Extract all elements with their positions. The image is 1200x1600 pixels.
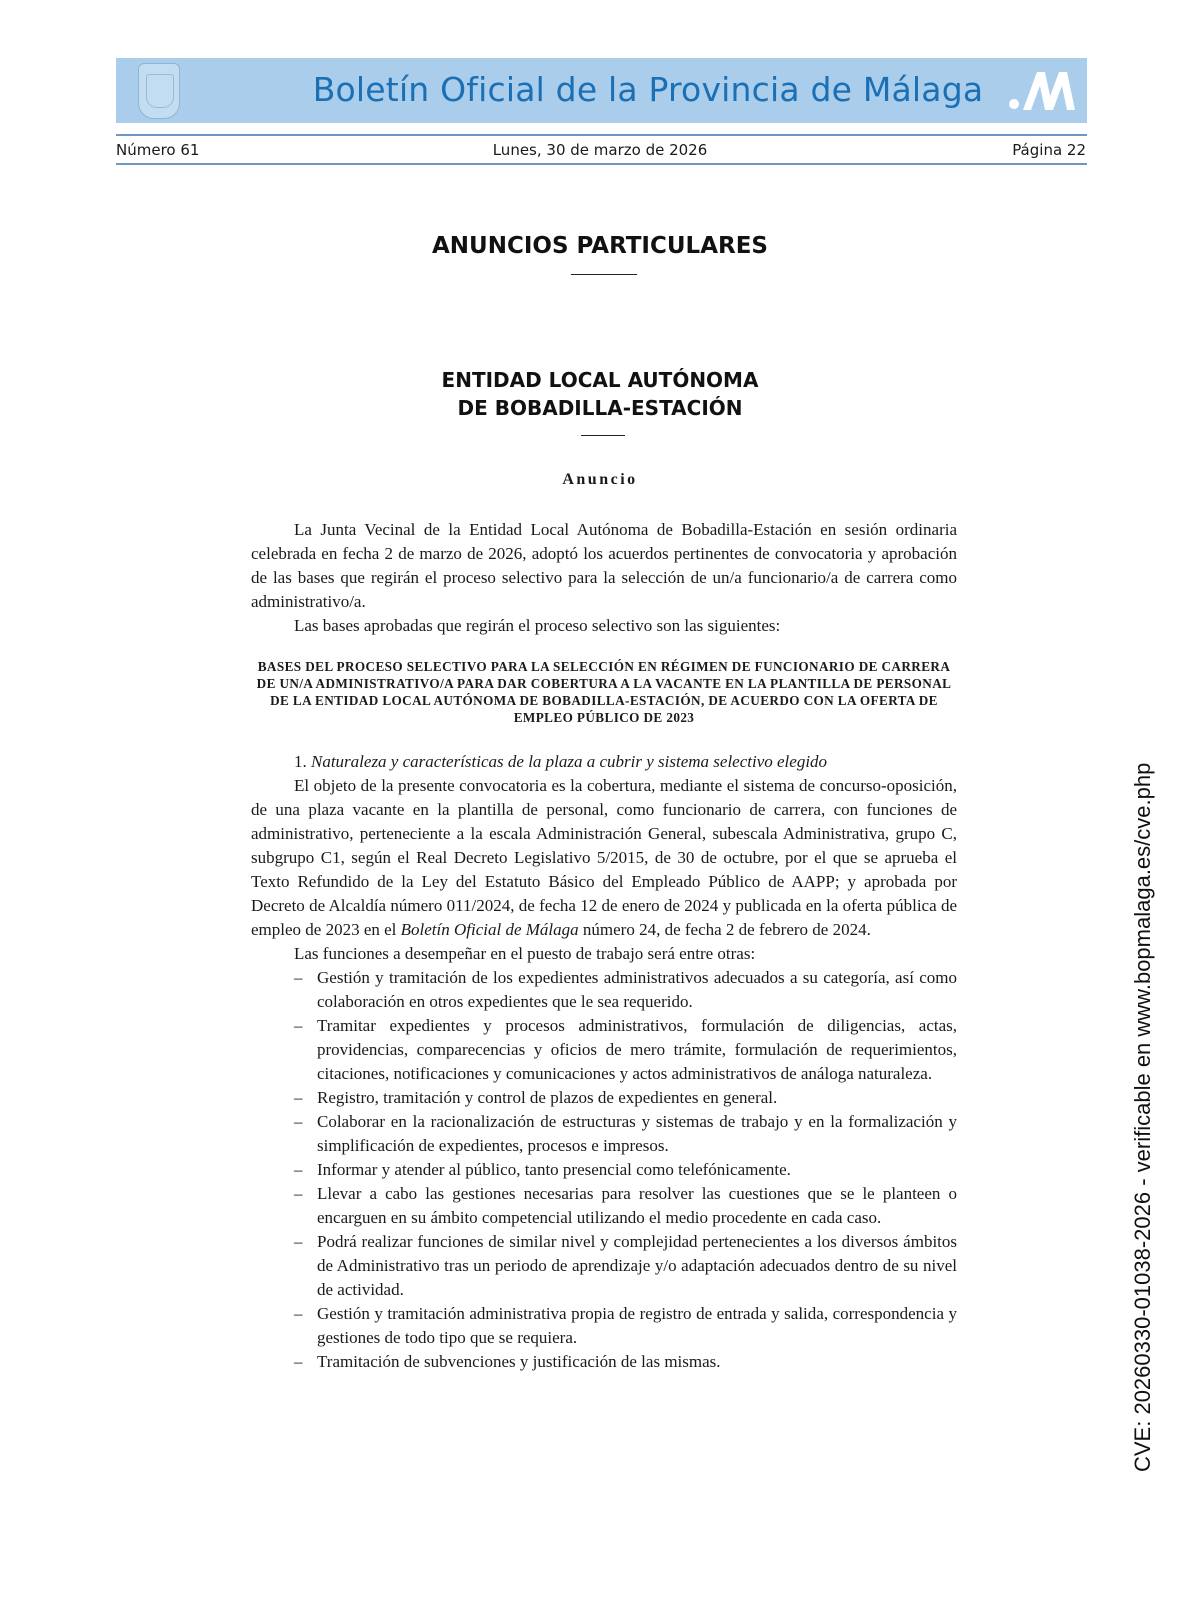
functions-intro: Las funciones a desempeñar en el puesto de trabajo será entre otras: [294, 944, 756, 963]
dash-bullet: – [294, 1088, 303, 1107]
dash-bullet: – [294, 1160, 303, 1179]
list-item-text: Tramitación de subvenciones y justificación de las mismas. [317, 1352, 721, 1371]
list-item-text: Tramitar expedientes y procesos administrativos, formulación de diligencias, actas, providencias, comparecencias y oficios de mero trámite, formulación de requerimientos, citaciones, notificaciones y comunicaciones y actos administrativos de análoga naturaleza. [317, 1016, 957, 1083]
bases-title: BASES DEL PROCESO SELECTIVO PARA LA SELECCIÓN EN RÉGIMEN DE FUNCIONARIO DE CARRERA DE UN/A ADMINISTRATIVO/A PARA DAR COBERTURA A LA VACANTE EN LA PLANTILLA DE PERSONAL DE LA ENTIDAD LOCAL AUTÓNOMA DE BOBADILLA-ESTACIÓN, DE ACUERDO CON LA OFERTA DE EMPLEO PÚBLICO DE 2023 [256, 659, 952, 725]
page-number: Página 22 [1012, 141, 1086, 159]
list-item-text: Registro, tramitación y control de plazos de expedientes en general. [317, 1088, 778, 1107]
bulletin-title: Boletín Oficial de la Provincia de Málaga [312, 70, 984, 109]
entity-name-line1: ENTIDAD LOCAL AUTÓNOMA [441, 368, 759, 392]
dash-bullet: – [294, 1112, 303, 1131]
entity-divider [581, 435, 625, 436]
header-rule-bottom [116, 163, 1087, 165]
dash-bullet: – [294, 968, 303, 987]
dash-bullet: – [294, 1184, 303, 1203]
list-item-text: Podrá realizar funciones de similar nivel y complejidad pertenecientes a los diversos ámbitos de Administrativo tras un periodo de aprendizaje y/o adaptación adecuados dentro de su nivel de actividad. [317, 1232, 957, 1299]
coat-of-arms-icon [138, 63, 180, 119]
header-rule-top [116, 134, 1087, 136]
dash-bullet: – [294, 1232, 303, 1251]
section-1-title: Naturaleza y características de la plaza a cubrir y sistema selectivo elegido [311, 752, 828, 771]
section-1-text-end: número 24, de fecha 2 de febrero de 2024. [582, 920, 871, 939]
issue-date: Lunes, 30 de marzo de 2026 [492, 141, 708, 159]
intro-paragraph-2: Las bases aprobadas que regirán el proceso selectivo son las siguientes: [294, 616, 781, 635]
announcement-body [251, 518, 957, 1374]
list-item [251, 1014, 957, 1086]
list-item [251, 1158, 957, 1182]
intro-paragraph: La Junta Vecinal de la Entidad Local Autónoma de Bobadilla-Estación en sesión ordinaria celebrada en fecha 2 de marzo de 2026, adoptó los acuerdos pertinentes de convocatoria y aprobación de las bases que regirán el proceso selectivo para la selección de un/a funcionario/a de carrera como administrativo/a. [251, 520, 957, 611]
list-item [251, 1110, 957, 1158]
list-item-text: Colaborar en la racionalización de estructuras y sistemas de trabajo y en la formalización y simplificación de expedientes, procesos e impresos. [317, 1112, 957, 1155]
section-divider [571, 274, 637, 275]
cve-verification-link[interactable]: CVE: 20260330-01038-2026 - verificable en www.bopmalaga.es/cve.php [1130, 762, 1155, 1472]
list-item-text: Informar y atender al público, tanto presencial como telefónicamente. [317, 1160, 791, 1179]
list-item [251, 1086, 957, 1110]
list-item [251, 966, 957, 1014]
bulletin-banner [116, 58, 1087, 123]
functions-list [251, 966, 957, 1374]
list-item [251, 1182, 957, 1230]
section-1-text: El objeto de la presente convocatoria es la cobertura, mediante el sistema de concurso-oposición, de una plaza vacante en la plantilla de personal, como funcionario de carrera, con funciones de administrativo, perteneciente a la escala Administración General, subescala Administrativa, grupo C, subgrupo C1, según el Real Decreto Legislativo 5/2015, de 30 de octubre, por el que se aprueba el Texto Refundido de la Ley del Estatuto Básico del Empleado Público de AAPP; y aprobada por Decreto de Alcaldía número 011/2024, de fecha 12 de enero de 2024 y publicada en la oferta pública de empleo de 2023 en el [251, 776, 957, 939]
list-item-text: Gestión y tramitación de los expedientes administrativos adecuados a su categoría, así como colaboración en otros expedientes que le sea requerido. [317, 968, 957, 1011]
announcement-label: Anuncio [562, 471, 638, 488]
list-item [251, 1230, 957, 1302]
list-item-text: Llevar a cabo las gestiones necesarias para resolver las cuestiones que se le planteen o encarguen en su ámbito competencial utilizando el medio procedente en cada caso. [317, 1184, 957, 1227]
list-item-text: Gestión y tramitación administrativa propia de registro de entrada y salida, correspondencia y gestiones de todo tipo que se requiera. [317, 1304, 957, 1347]
list-item [251, 1302, 957, 1350]
entity-name-line2: DE BOBADILLA-ESTACIÓN [457, 396, 743, 420]
section-title: ANUNCIOS PARTICULARES [431, 233, 768, 259]
section-1-heading [251, 750, 957, 774]
bulletin-reference: Boletín Oficial de Málaga [400, 920, 579, 939]
section-1-number: 1. [294, 752, 307, 771]
issue-number: Número 61 [116, 141, 200, 159]
dash-bullet: – [294, 1352, 303, 1371]
section-1-paragraph [251, 774, 957, 942]
list-item [251, 1350, 957, 1374]
dash-bullet: – [294, 1304, 303, 1323]
dash-bullet: – [294, 1016, 303, 1035]
bopma-logo-icon [1006, 66, 1076, 116]
